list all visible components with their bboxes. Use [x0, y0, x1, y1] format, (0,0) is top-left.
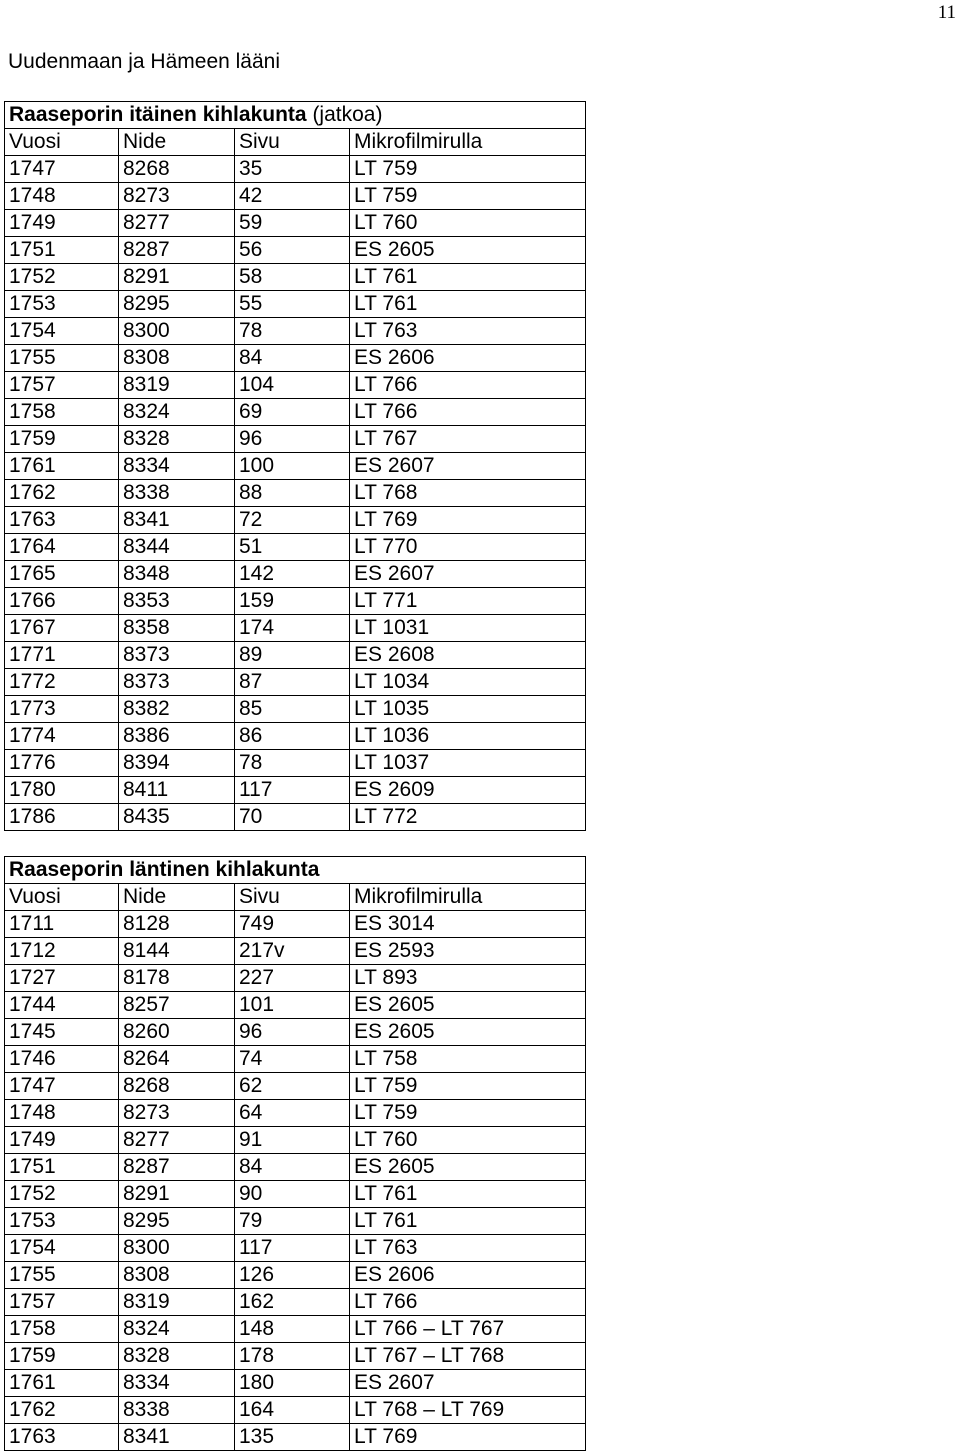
- table-cell: LT 766 – LT 767: [350, 1316, 586, 1343]
- table-cell: 8341: [119, 1424, 235, 1451]
- table-cell: 1711: [5, 911, 119, 938]
- table-cell: 8268: [119, 156, 235, 183]
- table-cell: 1758: [5, 399, 119, 426]
- table-cell: 8373: [119, 642, 235, 669]
- table-row: [5, 291, 586, 318]
- table-cell: 1764: [5, 534, 119, 561]
- table-cell: 8319: [119, 1289, 235, 1316]
- table-cell: 1755: [5, 1262, 119, 1289]
- table-cell: ES 2608: [350, 642, 586, 669]
- table-cell: LT 769: [350, 1424, 586, 1451]
- table-cell: LT 768: [350, 480, 586, 507]
- table-cell: 1754: [5, 318, 119, 345]
- table-row: [5, 480, 586, 507]
- table-row: [5, 507, 586, 534]
- column-header: Nide: [119, 129, 235, 156]
- table-cell: 84: [235, 345, 350, 372]
- table-cell: 8295: [119, 1208, 235, 1235]
- table-row: [5, 1370, 586, 1397]
- table-cell: LT 766: [350, 399, 586, 426]
- table-cell: 1763: [5, 1424, 119, 1451]
- table-cell: LT 772: [350, 804, 586, 831]
- table-cell: 87: [235, 669, 350, 696]
- table-cell: 1754: [5, 1235, 119, 1262]
- table-cell: 1712: [5, 938, 119, 965]
- table-cell: 1752: [5, 1181, 119, 1208]
- table-cell: ES 2607: [350, 1370, 586, 1397]
- table-cell: 8338: [119, 480, 235, 507]
- table-cell: 1727: [5, 965, 119, 992]
- table-cell: LT 763: [350, 318, 586, 345]
- section-note: (jatkoa): [312, 103, 383, 126]
- table-cell: 8373: [119, 669, 235, 696]
- table-cell: ES 2593: [350, 938, 586, 965]
- table-cell: 8300: [119, 1235, 235, 1262]
- column-header: Sivu: [235, 884, 350, 911]
- table-cell: LT 1037: [350, 750, 586, 777]
- table-row: [5, 1100, 586, 1127]
- table-cell: 69: [235, 399, 350, 426]
- table-cell: 1752: [5, 264, 119, 291]
- table-cell: 8411: [119, 777, 235, 804]
- table-cell: LT 766: [350, 372, 586, 399]
- table-row: [5, 426, 586, 453]
- table-row: [5, 642, 586, 669]
- table-cell: 8334: [119, 1370, 235, 1397]
- table-cell: LT 760: [350, 210, 586, 237]
- table-cell: LT 1034: [350, 669, 586, 696]
- column-header: Nide: [119, 884, 235, 911]
- table-cell: 8257: [119, 992, 235, 1019]
- section-title: [5, 857, 586, 884]
- table-row: [5, 723, 586, 750]
- table-cell: 88: [235, 480, 350, 507]
- table-cell: 100: [235, 453, 350, 480]
- table-cell: 8128: [119, 911, 235, 938]
- table-cell: 8287: [119, 237, 235, 264]
- section-title-text: Raaseporin itäinen kihlakunta: [9, 103, 307, 126]
- table-cell: 217v: [235, 938, 350, 965]
- table-cell: 1758: [5, 1316, 119, 1343]
- table-cell: 178: [235, 1343, 350, 1370]
- table-cell: 1762: [5, 1397, 119, 1424]
- column-header: Vuosi: [5, 129, 119, 156]
- table-cell: 1757: [5, 372, 119, 399]
- table-cell: 85: [235, 696, 350, 723]
- table-row: [5, 1424, 586, 1451]
- table-cell: LT 759: [350, 183, 586, 210]
- section-title-text: Raaseporin läntinen kihlakunta: [9, 858, 320, 881]
- table-cell: 84: [235, 1154, 350, 1181]
- archive-table-itainen: [4, 101, 586, 831]
- column-header: Mikrofilmirulla: [350, 129, 586, 156]
- table-cell: 72: [235, 507, 350, 534]
- table-cell: 1759: [5, 426, 119, 453]
- table-cell: 8319: [119, 372, 235, 399]
- table-cell: 1771: [5, 642, 119, 669]
- table-cell: 180: [235, 1370, 350, 1397]
- table-cell: 86: [235, 723, 350, 750]
- table-cell: LT 893: [350, 965, 586, 992]
- table-row: [5, 183, 586, 210]
- table-cell: LT 767 – LT 768: [350, 1343, 586, 1370]
- table-cell: 1762: [5, 480, 119, 507]
- table-cell: 8334: [119, 453, 235, 480]
- table-cell: 1749: [5, 210, 119, 237]
- table-row: [5, 534, 586, 561]
- table-cell: 1766: [5, 588, 119, 615]
- table-cell: ES 2605: [350, 1019, 586, 1046]
- table-cell: 56: [235, 237, 350, 264]
- table-cell: 8358: [119, 615, 235, 642]
- table-row: [5, 1154, 586, 1181]
- table-cell: 79: [235, 1208, 350, 1235]
- table-row: [5, 1397, 586, 1424]
- table-cell: 1746: [5, 1046, 119, 1073]
- column-header: Sivu: [235, 129, 350, 156]
- table-cell: 8291: [119, 1181, 235, 1208]
- table-cell: LT 767: [350, 426, 586, 453]
- table-row: [5, 156, 586, 183]
- table-cell: LT 761: [350, 264, 586, 291]
- table-cell: 117: [235, 777, 350, 804]
- table-row: [5, 210, 586, 237]
- table-cell: 8328: [119, 1343, 235, 1370]
- table-cell: 117: [235, 1235, 350, 1262]
- table-cell: 42: [235, 183, 350, 210]
- table-cell: 1753: [5, 291, 119, 318]
- table-cell: 8277: [119, 210, 235, 237]
- table-cell: 8344: [119, 534, 235, 561]
- table-cell: LT 761: [350, 1208, 586, 1235]
- table-row: [5, 372, 586, 399]
- table-cell: 8435: [119, 804, 235, 831]
- table-cell: 227: [235, 965, 350, 992]
- table-cell: LT 1035: [350, 696, 586, 723]
- table-cell: LT 759: [350, 156, 586, 183]
- section-title-row: [5, 857, 586, 884]
- table-cell: 1765: [5, 561, 119, 588]
- table-cell: 78: [235, 750, 350, 777]
- table-row: [5, 1316, 586, 1343]
- table-cell: 96: [235, 1019, 350, 1046]
- table-row: [5, 588, 586, 615]
- table-cell: 1751: [5, 1154, 119, 1181]
- table-cell: LT 770: [350, 534, 586, 561]
- table-cell: 74: [235, 1046, 350, 1073]
- table-cell: 1753: [5, 1208, 119, 1235]
- table-cell: 1749: [5, 1127, 119, 1154]
- table-cell: 58: [235, 264, 350, 291]
- table-cell: ES 3014: [350, 911, 586, 938]
- table-cell: 35: [235, 156, 350, 183]
- table-row: [5, 1208, 586, 1235]
- table-cell: 8341: [119, 507, 235, 534]
- table-cell: 59: [235, 210, 350, 237]
- table-cell: ES 2609: [350, 777, 586, 804]
- table-cell: LT 1036: [350, 723, 586, 750]
- table-cell: 135: [235, 1424, 350, 1451]
- column-header: Mikrofilmirulla: [350, 884, 586, 911]
- column-header-row: [5, 884, 586, 911]
- table-cell: 64: [235, 1100, 350, 1127]
- table-cell: LT 766: [350, 1289, 586, 1316]
- table-cell: 104: [235, 372, 350, 399]
- table-cell: 8382: [119, 696, 235, 723]
- table-cell: ES 2605: [350, 1154, 586, 1181]
- table-row: [5, 1019, 586, 1046]
- table-cell: LT 768 – LT 769: [350, 1397, 586, 1424]
- table-cell: 142: [235, 561, 350, 588]
- table-cell: 1761: [5, 453, 119, 480]
- table-row: [5, 1343, 586, 1370]
- table-cell: 126: [235, 1262, 350, 1289]
- table-cell: 8277: [119, 1127, 235, 1154]
- table-cell: ES 2607: [350, 453, 586, 480]
- table-row: [5, 777, 586, 804]
- table-row: [5, 318, 586, 345]
- table-cell: 70: [235, 804, 350, 831]
- table-cell: LT 758: [350, 1046, 586, 1073]
- table-row: [5, 399, 586, 426]
- table-cell: 91: [235, 1127, 350, 1154]
- table-row: [5, 696, 586, 723]
- table-row: [5, 453, 586, 480]
- table-cell: 8295: [119, 291, 235, 318]
- table-cell: ES 2607: [350, 561, 586, 588]
- table-cell: 1747: [5, 1073, 119, 1100]
- table-cell: 749: [235, 911, 350, 938]
- table-cell: 51: [235, 534, 350, 561]
- table-cell: 8264: [119, 1046, 235, 1073]
- region-title: Uudenmaan ja Hämeen lääni: [8, 50, 281, 73]
- table-cell: LT 1031: [350, 615, 586, 642]
- table-cell: 174: [235, 615, 350, 642]
- table-cell: ES 2606: [350, 345, 586, 372]
- table-cell: 1751: [5, 237, 119, 264]
- table-cell: 8291: [119, 264, 235, 291]
- table-row: [5, 750, 586, 777]
- table-cell: 96: [235, 426, 350, 453]
- table-cell: 8394: [119, 750, 235, 777]
- table-cell: 1748: [5, 183, 119, 210]
- column-header-row: [5, 129, 586, 156]
- table-row: [5, 965, 586, 992]
- table-row: [5, 1289, 586, 1316]
- table-row: [5, 345, 586, 372]
- table-cell: 89: [235, 642, 350, 669]
- table-cell: LT 761: [350, 291, 586, 318]
- table-cell: 1755: [5, 345, 119, 372]
- table-cell: 1780: [5, 777, 119, 804]
- table-cell: ES 2606: [350, 1262, 586, 1289]
- section-title-row: [5, 102, 586, 129]
- table-cell: LT 759: [350, 1073, 586, 1100]
- table-cell: 162: [235, 1289, 350, 1316]
- table-cell: 1745: [5, 1019, 119, 1046]
- table-cell: LT 761: [350, 1181, 586, 1208]
- table-cell: 1748: [5, 1100, 119, 1127]
- table-cell: 8273: [119, 1100, 235, 1127]
- table-cell: 101: [235, 992, 350, 1019]
- table-cell: 8300: [119, 318, 235, 345]
- table-cell: LT 760: [350, 1127, 586, 1154]
- table-row: [5, 1127, 586, 1154]
- table-cell: 1759: [5, 1343, 119, 1370]
- table-cell: 62: [235, 1073, 350, 1100]
- table-cell: 8308: [119, 345, 235, 372]
- table-cell: 8324: [119, 1316, 235, 1343]
- table-row: [5, 1073, 586, 1100]
- table-row: [5, 264, 586, 291]
- table-cell: 8178: [119, 965, 235, 992]
- table-cell: 148: [235, 1316, 350, 1343]
- table-cell: 8348: [119, 561, 235, 588]
- table-cell: 8268: [119, 1073, 235, 1100]
- table-cell: 164: [235, 1397, 350, 1424]
- table-row: [5, 804, 586, 831]
- table-cell: 8324: [119, 399, 235, 426]
- table-cell: 1763: [5, 507, 119, 534]
- section-title: [5, 102, 586, 129]
- table-row: [5, 1235, 586, 1262]
- table-cell: 1772: [5, 669, 119, 696]
- table-cell: 8353: [119, 588, 235, 615]
- table-cell: 1773: [5, 696, 119, 723]
- table-cell: 8338: [119, 1397, 235, 1424]
- table-cell: 8328: [119, 426, 235, 453]
- table-cell: LT 769: [350, 507, 586, 534]
- table-cell: 8144: [119, 938, 235, 965]
- table-cell: LT 759: [350, 1100, 586, 1127]
- table-cell: 1774: [5, 723, 119, 750]
- table-cell: ES 2605: [350, 992, 586, 1019]
- table-cell: 8260: [119, 1019, 235, 1046]
- table-row: [5, 615, 586, 642]
- table-row: [5, 669, 586, 696]
- table-row: [5, 992, 586, 1019]
- table-cell: 1767: [5, 615, 119, 642]
- table-cell: 55: [235, 291, 350, 318]
- table-cell: 8386: [119, 723, 235, 750]
- table-cell: 159: [235, 588, 350, 615]
- table-cell: 8273: [119, 183, 235, 210]
- table-row: [5, 938, 586, 965]
- table-cell: 78: [235, 318, 350, 345]
- table-row: [5, 561, 586, 588]
- table-cell: 1776: [5, 750, 119, 777]
- table-row: [5, 1046, 586, 1073]
- table-cell: LT 763: [350, 1235, 586, 1262]
- table-row: [5, 1262, 586, 1289]
- table-cell: 1786: [5, 804, 119, 831]
- table-cell: 8308: [119, 1262, 235, 1289]
- table-cell: 1744: [5, 992, 119, 1019]
- table-cell: 8287: [119, 1154, 235, 1181]
- table-cell: LT 771: [350, 588, 586, 615]
- table-row: [5, 237, 586, 264]
- table-row: [5, 911, 586, 938]
- table-row: [5, 1181, 586, 1208]
- table-cell: ES 2605: [350, 237, 586, 264]
- table-cell: 1747: [5, 156, 119, 183]
- archive-table-lantinen: [4, 856, 586, 1451]
- table-cell: 1757: [5, 1289, 119, 1316]
- page-number: 11: [937, 2, 956, 23]
- column-header: Vuosi: [5, 884, 119, 911]
- table-cell: 90: [235, 1181, 350, 1208]
- table-cell: 1761: [5, 1370, 119, 1397]
